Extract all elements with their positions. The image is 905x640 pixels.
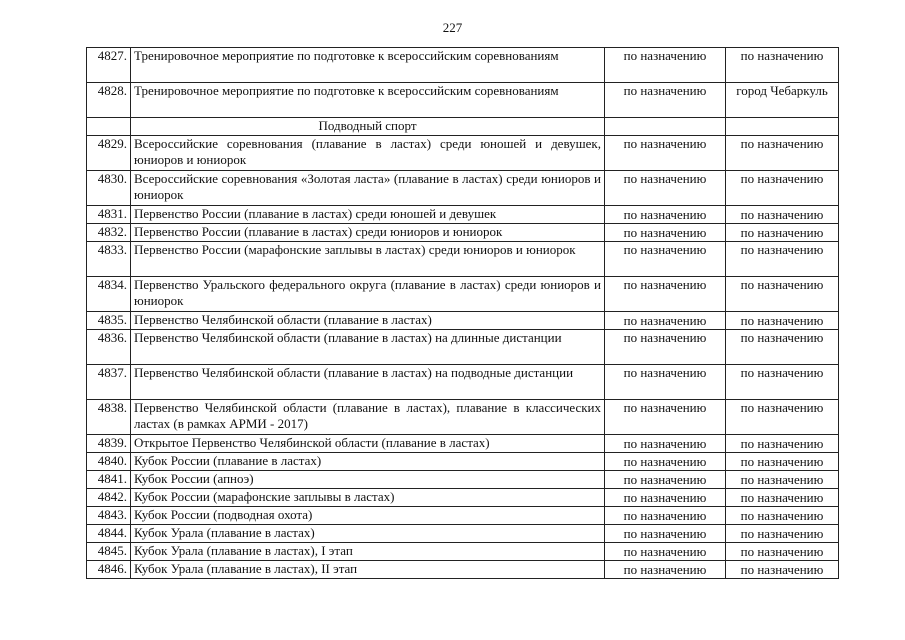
event-name: Первенство России (плавание в ластах) среди юниоров и юниорок <box>131 224 605 242</box>
event-name: Первенство Челябинской области (плавание в ластах), плавание в классических ластах (в рамках АРМИ - 2017) <box>131 400 605 435</box>
event-place: по назначению <box>726 277 839 312</box>
event-date: по назначению <box>605 136 726 171</box>
event-place: по назначению <box>726 453 839 471</box>
row-number: 4842. <box>87 489 131 507</box>
event-date: по назначению <box>605 561 726 579</box>
event-place: по назначению <box>726 48 839 83</box>
section-title: Подводный спорт <box>131 118 605 136</box>
row-number: 4837. <box>87 365 131 400</box>
event-date: по назначению <box>605 48 726 83</box>
event-place: по назначению <box>726 224 839 242</box>
section-num-cell <box>87 118 131 136</box>
event-date: по назначению <box>605 277 726 312</box>
table-row <box>87 242 839 277</box>
table-row <box>87 561 839 579</box>
event-place: город Чебаркуль <box>726 83 839 118</box>
event-name: Тренировочное мероприятие по подготовке к всероссийским соревнованиям <box>131 48 605 83</box>
event-name: Кубок России (плавание в ластах) <box>131 453 605 471</box>
event-place: по назначению <box>726 543 839 561</box>
table-row <box>87 48 839 83</box>
event-date: по назначению <box>605 471 726 489</box>
event-place: по назначению <box>726 507 839 525</box>
table-row <box>87 525 839 543</box>
row-number: 4834. <box>87 277 131 312</box>
event-name: Первенство России (плавание в ластах) среди юношей и девушек <box>131 206 605 224</box>
event-date: по назначению <box>605 507 726 525</box>
table-row <box>87 171 839 206</box>
event-date: по назначению <box>605 435 726 453</box>
event-place: по назначению <box>726 206 839 224</box>
table-row <box>87 471 839 489</box>
table-row <box>87 400 839 435</box>
event-date: по назначению <box>605 543 726 561</box>
event-date: по назначению <box>605 242 726 277</box>
event-date: по назначению <box>605 171 726 206</box>
row-number: 4833. <box>87 242 131 277</box>
event-name: Кубок России (апноэ) <box>131 471 605 489</box>
event-date: по назначению <box>605 330 726 365</box>
row-number: 4832. <box>87 224 131 242</box>
event-place: по назначению <box>726 525 839 543</box>
table-row <box>87 330 839 365</box>
table-row <box>87 435 839 453</box>
event-place: по назначению <box>726 365 839 400</box>
event-place: по назначению <box>726 171 839 206</box>
section-header-row <box>87 118 839 136</box>
row-number: 4840. <box>87 453 131 471</box>
row-number: 4831. <box>87 206 131 224</box>
table-row <box>87 224 839 242</box>
table-row <box>87 543 839 561</box>
page-number: 227 <box>442 20 463 35</box>
event-name: Всероссийские соревнования «Золотая ласта» (плавание в ластах) среди юниоров и юниорок <box>131 171 605 206</box>
event-place: по назначению <box>726 242 839 277</box>
event-date: по назначению <box>605 83 726 118</box>
table-row <box>87 312 839 330</box>
event-date: по назначению <box>605 525 726 543</box>
table-row <box>87 507 839 525</box>
row-number: 4835. <box>87 312 131 330</box>
event-place: по назначению <box>726 561 839 579</box>
event-name: Первенство Челябинской области (плавание в ластах) на подводные дистанции <box>131 365 605 400</box>
event-name: Кубок Урала (плавание в ластах), II этап <box>131 561 605 579</box>
event-date: по назначению <box>605 453 726 471</box>
row-number: 4838. <box>87 400 131 435</box>
table-row <box>87 489 839 507</box>
row-number: 4836. <box>87 330 131 365</box>
row-number: 4830. <box>87 171 131 206</box>
event-name: Кубок России (подводная охота) <box>131 507 605 525</box>
event-date: по назначению <box>605 400 726 435</box>
event-place: по назначению <box>726 435 839 453</box>
row-number: 4828. <box>87 83 131 118</box>
event-name: Кубок России (марафонские заплывы в ластах) <box>131 489 605 507</box>
event-date: по назначению <box>605 312 726 330</box>
row-number: 4845. <box>87 543 131 561</box>
row-number: 4839. <box>87 435 131 453</box>
event-name: Всероссийские соревнования (плавание в ластах) среди юношей и девушек, юниоров и юниорок <box>131 136 605 171</box>
event-date: по назначению <box>605 224 726 242</box>
event-name: Первенство Уральского федерального округа (плавание в ластах) среди юниоров и юниорок <box>131 277 605 312</box>
table-row <box>87 83 839 118</box>
event-place: по назначению <box>726 471 839 489</box>
row-number: 4841. <box>87 471 131 489</box>
event-place: по назначению <box>726 400 839 435</box>
table-row <box>87 453 839 471</box>
row-number: 4829. <box>87 136 131 171</box>
event-place: по назначению <box>726 312 839 330</box>
event-name: Тренировочное мероприятие по подготовке к всероссийским соревнованиям <box>131 83 605 118</box>
event-name: Первенство России (марафонские заплывы в ластах) среди юниоров и юниорок <box>131 242 605 277</box>
table-row <box>87 206 839 224</box>
event-date: по назначению <box>605 206 726 224</box>
row-number: 4843. <box>87 507 131 525</box>
row-number: 4827. <box>87 48 131 83</box>
row-number: 4846. <box>87 561 131 579</box>
event-place: по назначению <box>726 136 839 171</box>
event-name: Открытое Первенство Челябинской области (плавание в ластах) <box>131 435 605 453</box>
event-name: Кубок Урала (плавание в ластах), I этап <box>131 543 605 561</box>
table-row <box>87 365 839 400</box>
section-empty-cell <box>605 118 726 136</box>
event-date: по назначению <box>605 489 726 507</box>
event-place: по назначению <box>726 489 839 507</box>
event-date: по назначению <box>605 365 726 400</box>
event-name: Первенство Челябинской области (плавание в ластах) <box>131 312 605 330</box>
row-number: 4844. <box>87 525 131 543</box>
section-empty-cell <box>726 118 839 136</box>
events-table <box>86 47 839 579</box>
table-row <box>87 277 839 312</box>
event-name: Кубок Урала (плавание в ластах) <box>131 525 605 543</box>
events-table-body <box>87 48 839 579</box>
event-name: Первенство Челябинской области (плавание в ластах) на длинные дистанции <box>131 330 605 365</box>
table-row <box>87 136 839 171</box>
event-place: по назначению <box>726 330 839 365</box>
